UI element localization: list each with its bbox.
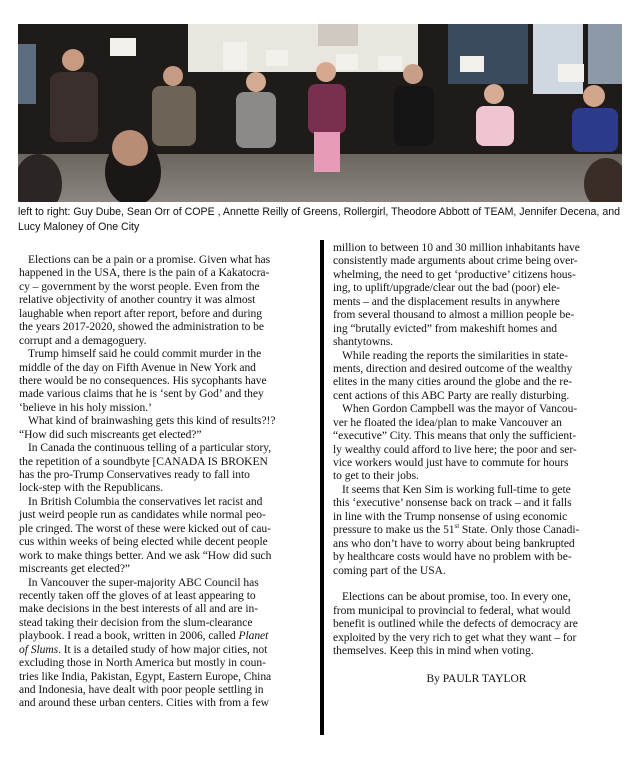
text-line: benefit is outlined while the defects of democracy are xyxy=(333,618,578,631)
text-line: coming part of the USA. xyxy=(333,564,446,577)
text-line: and around these urban centers. Cities with from a few xyxy=(19,697,269,710)
text-line: ‘believe in his holy mission.’ xyxy=(19,401,152,414)
text-line: “executive” City. This means that only the sufficient- xyxy=(333,430,577,443)
text-line: When Gordon Campbell was the mayor of Vancou- xyxy=(342,403,578,416)
text-line: cy – government by the worst people. Even from the xyxy=(19,280,260,293)
text-line: It seems that Ken Sim is working full-time to gete xyxy=(342,483,571,496)
text-line: shantytowns. xyxy=(333,336,394,349)
text-line: million to between 10 and 30 million inhabitants have xyxy=(333,242,580,254)
text-line: the repetition of a soundbyte [CANADA IS BROKEN xyxy=(19,455,268,468)
text-line: by healthcare costs would have no problem with be- xyxy=(333,551,572,564)
text-line: the years 2017-2020, showed the administration to be xyxy=(19,321,264,334)
photo-caption: left to right: Guy Dube, Sean Orr of COPE , Annette Reilly of Greens, Rollergirl, Theodore Abbott of TEAM, Jennifer Decena, and Lucy Maloney of One City xyxy=(18,206,620,233)
text-line: and Indonesia, have dealt with poor people settling in xyxy=(19,684,264,696)
text-line: stead taking their decision from the slum-clearance xyxy=(19,616,253,629)
byline: By PAULR TAYLOR xyxy=(426,672,527,685)
text-line: corrupt and a demagoguery. xyxy=(19,334,147,347)
text-line: of Slums. It is a detailed study of how major cities, not xyxy=(19,643,268,656)
article-column-right xyxy=(333,242,620,686)
text-line: from several thousand to almost a million people be- xyxy=(333,309,575,322)
text-line: cus within weeks of being elected while decent people xyxy=(19,536,268,549)
text-line: just weird people run as candidates while normal peo- xyxy=(19,509,266,522)
text-line: made various claims that he is ‘sent by God’ and they xyxy=(19,388,264,401)
text-line: What kind of brainwashing gets this kind of results?!? xyxy=(28,415,276,428)
text-line: pressure to make us the 51st State. Only those Canadi- xyxy=(333,522,580,537)
text-line: excluding those in North America but mostly in coun- xyxy=(19,657,266,670)
text-line: work to make things better. And we ask “How did such xyxy=(19,549,272,562)
text-line: In Canada the continuous telling of a particular story, xyxy=(28,442,272,455)
text-line: consistently made arguments about crime being over- xyxy=(333,255,578,268)
article-column-left xyxy=(19,254,318,711)
text-line: miscreants get elected?” xyxy=(19,563,130,576)
text-line: happened in the USA, there is the pain of a Kakatocra- xyxy=(19,267,270,280)
text-line: ans who don’t have to worry about being bankrupted xyxy=(333,537,575,550)
text-line: Elections can be about promise, too. In every one, xyxy=(342,591,571,604)
text-line: While reading the reports the similarities in state- xyxy=(342,349,569,362)
text-line: has the pro-Trump Conservatives ready to fall into xyxy=(19,469,250,481)
text-line: this ‘executive’ nonsense back on track – and it falls xyxy=(333,497,572,510)
text-line: themselves. Keep this in mind when voting. xyxy=(333,645,534,658)
text-line: middle of the day on Fifth Avenue in New York and xyxy=(19,361,256,374)
text-line: to get to their jobs. xyxy=(333,470,419,483)
text-line: ments, direction and desired outcome of the wealthy xyxy=(333,362,573,375)
text-line: In British Columbia the conservatives let racist and xyxy=(28,495,263,508)
text-line: laughable when report after report, before and during xyxy=(19,307,262,320)
text-line: ver he floated the idea/plan to make Vancouver an xyxy=(333,416,562,429)
photo-illustration xyxy=(18,24,622,202)
text-line: lock-step with the Republicans. xyxy=(19,482,164,495)
text-line: “How did such miscreants get elected?” xyxy=(19,428,202,441)
text-line: from municipal to provincial to federal, what would xyxy=(333,604,571,617)
text-line: playbook. I read a book, written in 2006, called Planet xyxy=(19,630,269,643)
text-line: there would be no consequences. His sycophants have xyxy=(19,374,267,387)
column-divider xyxy=(320,240,324,735)
text-line: vice workers would just have to commute for hours xyxy=(333,457,569,469)
text-line: in line with the Trump nonsense of using economic xyxy=(333,510,568,523)
text-line: Elections can be a pain or a promise. Given what has xyxy=(28,254,271,266)
text-line: make decisions in the best interests of all and are in- xyxy=(19,603,259,616)
text-line: ly wealthy could afford to live here; the poor and ser- xyxy=(333,443,577,456)
text-line: ing, to uplift/upgrade/clear out the bad (poor) ele- xyxy=(333,282,560,295)
text-line: Trump himself said he could commit murder in the xyxy=(28,348,262,361)
text-line: exploited by the very rich to get what they want – for xyxy=(333,631,577,644)
text-line: recently taken off the gloves of at least appearing to xyxy=(19,589,256,602)
text-line: relative objectivity of another country it was almost xyxy=(19,294,256,307)
text-line: ple cringed. The worst of these were kicked out of cau- xyxy=(19,522,271,535)
text-line: whelming, the need to get ‘productive’ citizens hous- xyxy=(333,268,576,281)
text-line: elites in the many cities around the globe and the re- xyxy=(333,376,573,389)
text-line: tries like India, Pakistan, Egypt, Eastern Europe, China xyxy=(19,670,272,683)
event-photo xyxy=(18,24,622,202)
text-line: ing “brutally evicted” from makeshift homes and xyxy=(333,322,558,335)
text-line xyxy=(333,578,620,591)
text-line: ments – and the displacement results in anywhere xyxy=(333,295,560,308)
text-line: In Vancouver the super-majority ABC Council has xyxy=(28,576,259,589)
text-line: cent actions of this ABC Party are really disturbing. xyxy=(333,389,570,402)
